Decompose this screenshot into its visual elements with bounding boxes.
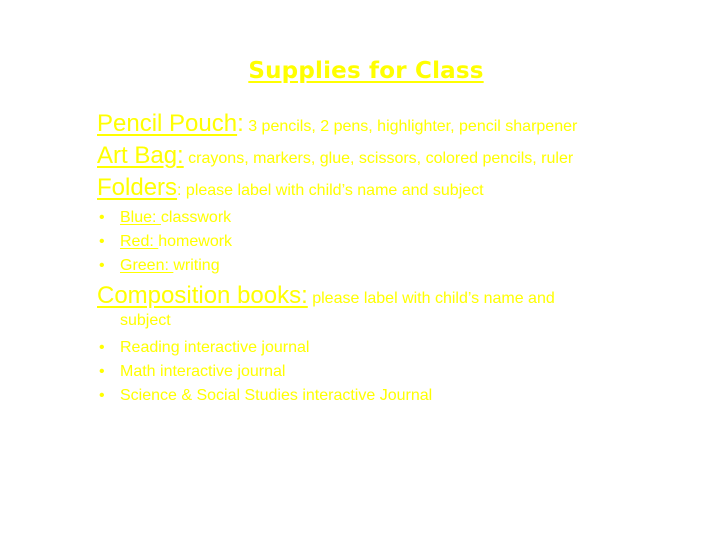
folders-heading: Folders: [97, 174, 178, 201]
journal-name: Reading interactive journal: [120, 339, 310, 356]
bullet-icon: •: [99, 339, 105, 356]
folder-color-label: Red:: [120, 233, 159, 250]
bullet-icon: •: [99, 257, 105, 274]
pencil-pouch-line: [97, 110, 577, 138]
folder-use: classwork: [160, 209, 232, 226]
folder-use: homework: [158, 233, 233, 250]
list-item: [97, 206, 232, 230]
folders-list: [97, 206, 232, 278]
list-item: [97, 230, 232, 254]
composition-books-description-continued: subject: [120, 312, 171, 329]
bullet-icon: •: [99, 363, 105, 380]
composition-books-heading: Composition books:: [97, 282, 308, 309]
art-bag-heading: Art Bag:: [97, 142, 184, 169]
journal-name: Math interactive journal: [120, 363, 286, 380]
folders-line: [97, 174, 484, 202]
composition-books-description: please label with child’s name and: [307, 290, 555, 307]
list-item: [97, 384, 432, 408]
composition-books-list: [97, 336, 432, 408]
list-item: [97, 254, 232, 278]
list-item: [97, 360, 432, 384]
folder-use: writing: [173, 257, 220, 274]
bullet-icon: •: [99, 209, 105, 226]
bullet-icon: •: [99, 233, 105, 250]
pencil-pouch-heading: Pencil Pouch: [97, 110, 238, 137]
folders-description: : please label with child’s name and subject: [177, 182, 484, 199]
pencil-pouch-description: 3 pencils, 2 pens, highlighter, pencil sharpener: [243, 118, 578, 135]
list-item: [97, 336, 432, 360]
pencil-pouch-colon: :: [237, 110, 244, 137]
art-bag-description: crayons, markers, glue, scissors, colored pencils, ruler: [183, 150, 574, 167]
folder-color-label: Blue:: [120, 209, 161, 226]
journal-name: Science & Social Studies interactive Journal: [120, 387, 433, 404]
folder-color-label: Green:: [120, 257, 174, 274]
slide-title: Supplies for Class: [248, 58, 484, 84]
composition-books-line: [97, 282, 555, 310]
art-bag-line: [97, 142, 573, 170]
bullet-icon: •: [99, 387, 105, 404]
